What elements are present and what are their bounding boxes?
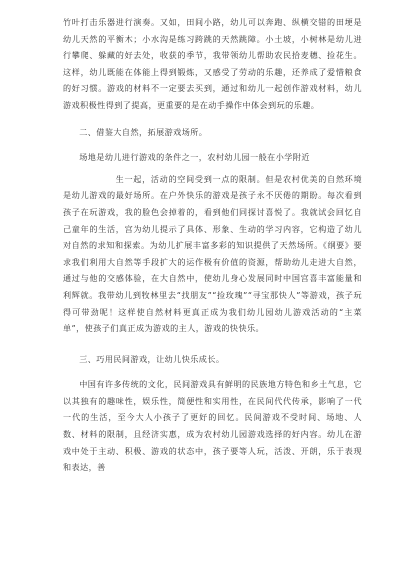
paragraph-2b: 生一起，活动的空间受到一点的限制。但是农村优美的自然环境是幼儿游戏的最好场所。在户外快乐的游戏是孩子永不厌倦的期盼。每次看到孩子在玩游戏，我的脸色会掉着的，看到他们同探讨喜悦了。我就试会回忆自己童年的生活，宫为幼儿提示了具体、形象、生动的学习内容，它构造了幼儿对自然的求知和探索。为幼儿扩展丰富多彩的知识提供了天然场所。《纲要》要求我们利用大自然等手段扩大的运作极有价值的资源，帮助幼儿走进大自然，通过与他的交感体验，在大自然中，使幼儿身心发展同时中国宫喜丰富能量和利辉就。我带幼儿到牧林里去“找朋友”“捡玫瑰”“寻宝那快人”等游戏，孩子玩得可带劲呢！这样使自然材料更真正成为我们幼儿园幼儿游戏活动的“主菜单”，使孩子们真正成为游戏的主人，游戏的快快乐。 [63,173,362,334]
section-heading-2: 二、借鉴大自然，拓展游戏场所。 [79,126,208,137]
paragraph-intro: 竹叶打击乐器进行演奏。又如，田间小路，幼儿可以奔跑、纵横交错的田埂是幼儿天然的平衡木；小水沟是练习跨跳的天然跳障。小土坡，小树林是幼儿进行攀爬、躲藏的好去处，收获的季节，我带领幼儿帮助农民拾麦穗、捡花生。这样，幼儿既能在体能上得到锻炼，又感受了劳动的乐趣，还养成了爱惜粮食的好习惯。游戏的材料不一定要去买到，通过和幼儿一起创作游戏材料，幼儿游戏积极性得到了提高，更重要的是在动手操作中体会到玩的乐趣。 [63,17,362,110]
paragraph-2a: 场地是幼儿进行游戏的条件之一，农村幼儿园一般在小学附近 [79,152,310,163]
paragraph-3: 中国有许多传统的文化，民间游戏具有鲜明的民族地方特色和乡土气息，它以其独有的趣味性，娱乐性，简便性和实用性，在民间代代传承，影响了一代一代的生活，至今大人小孩子了更好的回忆。民间游戏不受时间、场地、人数、材料的限制，且经济实惠，成为农村幼儿园游戏选择的好内容。幼儿在游戏中处于主动、积极、游戏的状态中，孩子要等人玩，活泼、开朗，乐于表现和表达，善 [63,379,362,473]
section-heading-3: 三、巧用民间游戏，让幼儿快乐成长。 [79,353,225,364]
